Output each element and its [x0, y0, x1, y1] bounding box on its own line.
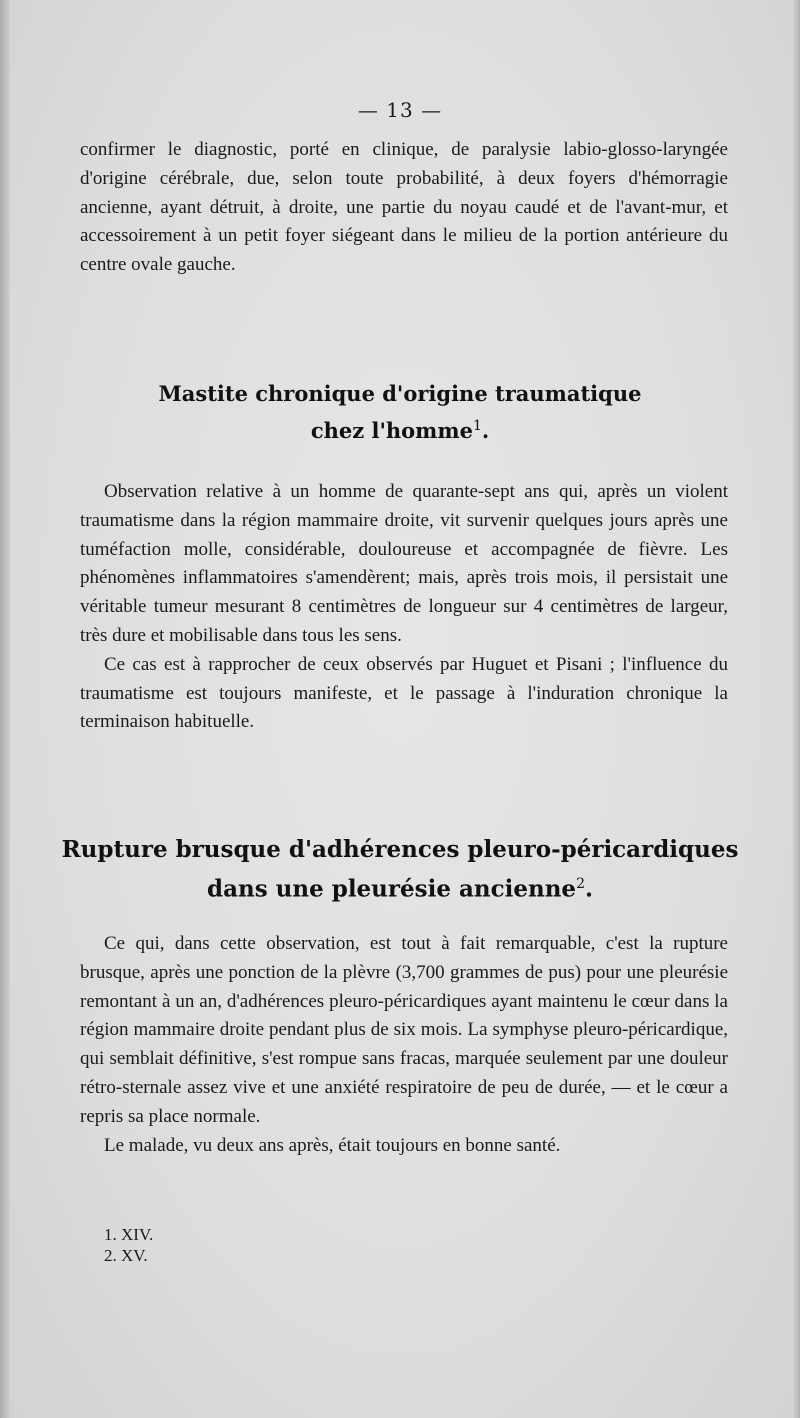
rupture-paragraph-2: Le malade, vu deux ans après, était toujours en bonne santé.: [104, 1134, 561, 1156]
mastite-paragraph-1: Observation relative à un homme de quarante-sept ans qui, après un violent traumatisme dans la région mammaire droite, vit survenir quelques jours après une tuméfaction molle, considérable, douloureuse et accompagnée de fièvre. Les phénomènes inflammatoires s'amendèrent; mais, après trois mois, il persistait une véritable tumeur mesurant 8 centimètres de longueur sur 4 centimètres de largeur, très dure et mobilisable dans tous les sens.: [80, 481, 728, 646]
scan-edge-right: [792, 0, 800, 1418]
intro-paragraph: confirmer le diagnostic, porté en clinique, de paralysie labio-glosso-laryngée d'origine cérébrale, due, selon toute probabilité, à deux foyers d'hémorragie ancienne, ayant détruit, à droite, une partie du noyau caudé et de l'avant-mur, et accessoirement à un petit foyer siégeant dans le milieu de la portion antérieure du centre ovale gauche.: [80, 139, 728, 276]
section-heading-rupture-line2: [0, 867, 800, 907]
mastite-paragraph-2: Ce cas est à rapprocher de ceux observés par Huguet et Pisani ; l'influence du traumatisme est toujours manifeste, et le passage à l'induration chronique la terminaison habituelle.: [80, 653, 728, 733]
page-number: — 13 —: [357, 98, 443, 122]
scan-edge-left: [0, 0, 10, 1418]
footnote-1: 1. XIV.: [104, 1225, 154, 1244]
footnote-ref-2: 2: [576, 876, 585, 892]
section-heading-mastite-line2: [0, 410, 800, 447]
footnotes: [104, 1224, 153, 1266]
section-heading-mastite: [0, 378, 800, 447]
heading-trailing-period: .: [481, 418, 490, 443]
section-heading-mastite-line1: Mastite chronique d'origine traumatique: [158, 381, 642, 406]
footnote-ref-1: 1: [472, 418, 482, 434]
intro-paragraph-block: [80, 136, 728, 280]
section-heading-rupture: [0, 832, 800, 907]
heading-trailing-period: .: [584, 875, 593, 903]
section-heading-mastite-line2-text: chez l'homme: [310, 418, 473, 443]
section-heading-rupture-line2-text: dans une pleurésie ancienne: [206, 875, 577, 903]
mastite-body: [80, 478, 728, 737]
section-heading-rupture-line1: Rupture brusque d'adhérences pleuro-péricardiques: [61, 836, 739, 863]
footnote-2: 2. XV.: [104, 1246, 148, 1265]
rupture-body: [80, 930, 728, 1160]
rupture-paragraph-1: Ce qui, dans cette observation, est tout à fait remarquable, c'est la rupture brusque, après une ponction de la plèvre (3,700 grammes de pus) pour une pleurésie remontant à un an, d'adhérences pleuro-péricardiques ayant maintenu le cœur dans la région mammaire droite pendant plus de six mois. La symphyse pleuro-péricardique, qui semblait définitive, s'est rompue sans fracas, marquée seulement par une douleur rétro-sternale assez vive et une anxiété respiratoire de peu de durée, — et le cœur a repris sa place normale.: [80, 933, 728, 1127]
